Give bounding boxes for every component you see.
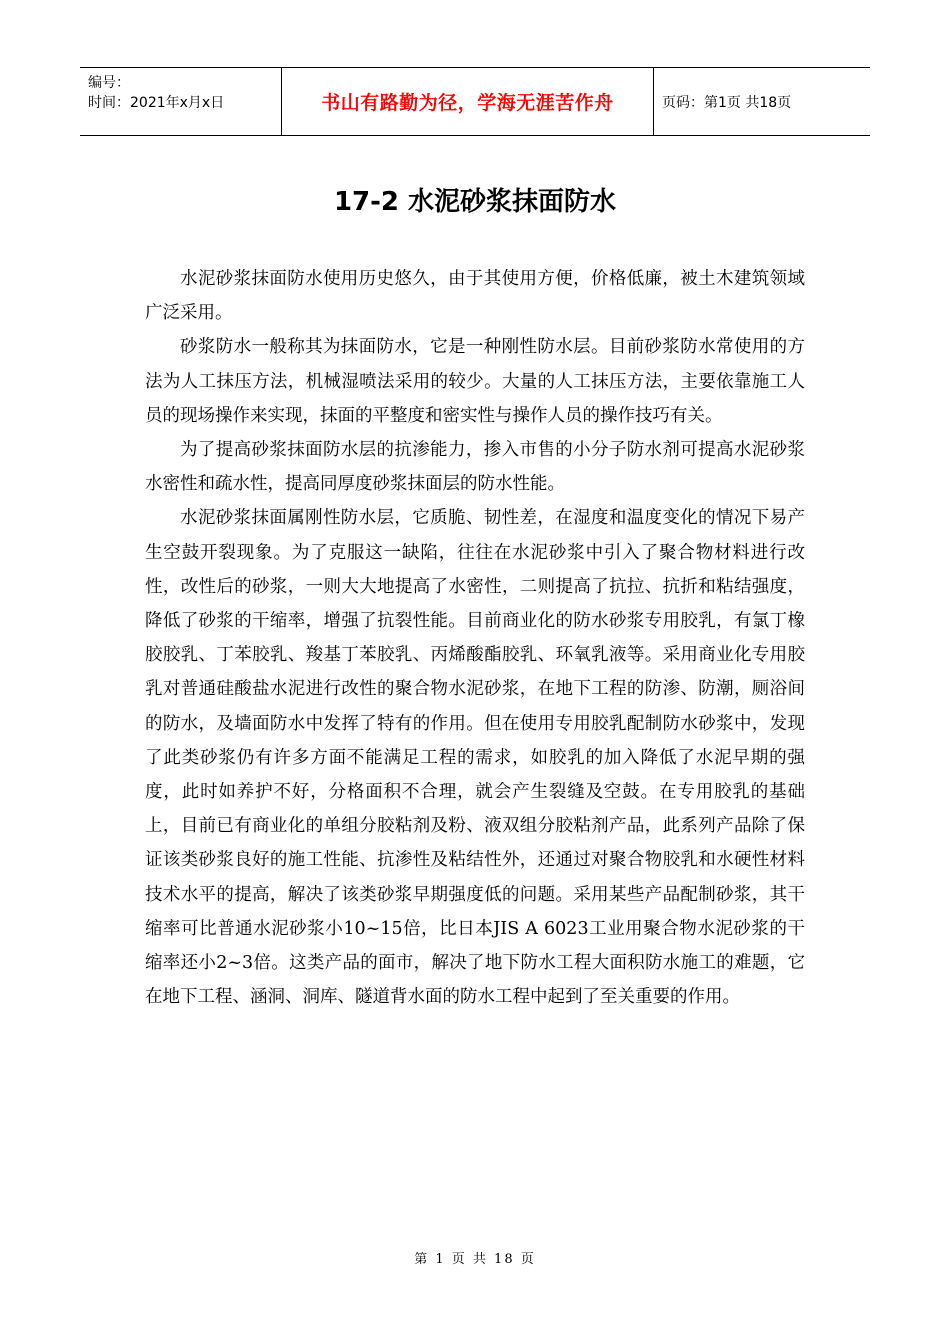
header-motto: 书山有路勤为径，学海无涯苦作舟 [282,68,654,135]
page-footer: 第 1 页 共 18 页 [414,1252,536,1267]
paragraph: 为了提高砂浆抹面防水层的抗渗能力，掺入市售的小分子防水剂可提高水泥砂浆水密性和疏水性，提高同厚度砂浆抹面层的防水性能。 [145,440,805,495]
paragraph: 水泥砂浆抹面属刚性防水层，它质脆、韧性差，在湿度和温度变化的情况下易产生空鼓开裂现象。为了克服这一缺陷，往往在水泥砂浆中引入了聚合物材料进行改性，改性后的砂浆，一则大大地提高了水密性，二则提高了抗拉、抗折和粘结强度，降低了砂浆的干缩率，增强了抗裂性能。目前商业化的防水砂浆专用胶乳，有氯丁橡胶胶乳、丁苯胶乳、羧基丁苯胶乳、丙烯酸酯胶乳、环氧乳液等。采用商业化专用胶乳对普通硅酸盐水泥进行改性的聚合物水泥砂浆，在地下工程的防渗、防潮，厕浴间的防水，及墙面防水中发挥了特有的作用。但在使用专用胶乳配制防水砂浆中，发现了此类砂浆仍有许多方面不能满足工程的需求，如胶乳的加入降低了水泥早期的强度，此时如养护不好，分格面积不合理，就会产生裂缝及空鼓。在专用胶乳的基础上，目前已有商业化的单组分胶粘剂及粉、液双组分胶粘剂产品，此系列产品除了保证该类砂浆良好的施工性能、抗渗性及粘结性外，还通过对聚合物胶乳和水硬性材料技术水平的提高，解决了该类砂浆早期强度低的问题。采用某些产品配制砂浆，其干缩率可比普通水泥砂浆小10~15倍，比日本JIS A 6023工业用聚合物水泥砂浆的干缩率还小2~3倍。这类产品的面市，解决了地下防水工程大面积防水施工的难题，它在地下工程、涵洞、洞库、隧道背水面的防水工程中起到了至关重要的作用。 [145,508,805,1008]
document-number-label: 编号： [88,75,130,91]
page-header [80,67,870,136]
document-time-label: 时间：2021年x月x日 [88,95,225,111]
paragraph: 砂浆防水一般称其为抹面防水，它是一种刚性防水层。目前砂浆防水常使用的方法为人工抹压方法，机械湿喷法采用的较少。大量的人工抹压方法，主要依靠施工人员的现场操作来实现，抹面的平整度和密实性与操作人员的操作技巧有关。 [145,337,805,426]
header-meta [80,68,282,135]
header-page-info: 页码：第1页 共18页 [662,94,792,111]
document-body [145,262,805,1014]
document-title: 17-2 水泥砂浆抹面防水 [333,187,617,217]
paragraph: 水泥砂浆抹面防水使用历史悠久，由于其使用方便，价格低廉，被土木建筑领域广泛采用。 [145,269,805,324]
